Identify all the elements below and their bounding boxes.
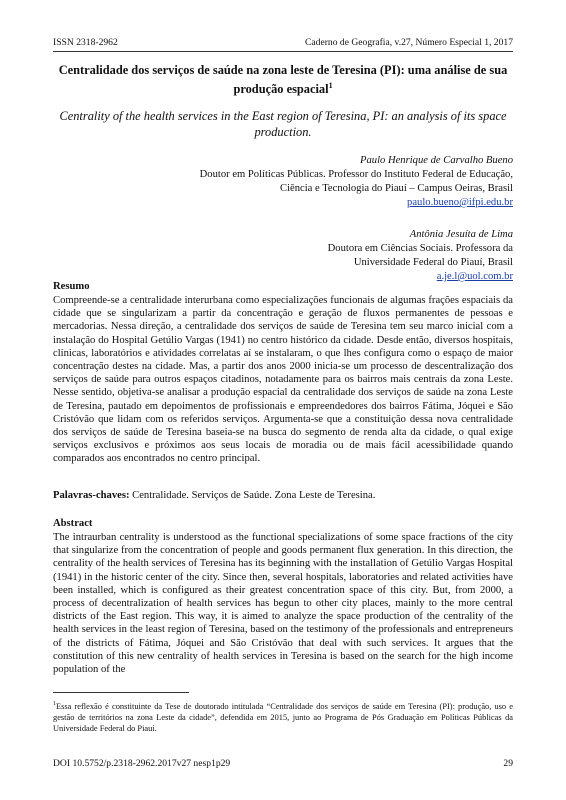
keywords-label: Palavras-chaves: [53, 490, 130, 501]
author-block-2 [113, 228, 513, 284]
author-email-link[interactable]: a.je.l@uol.com.br [436, 271, 513, 282]
author-name: Paulo Henrique de Carvalho Bueno [360, 155, 513, 166]
abstract-heading: Abstract [53, 518, 93, 529]
running-header [53, 37, 513, 52]
author-name: Antônia Jesuíta de Lima [409, 229, 513, 240]
keywords-text: Centralidade. Serviços de Saúde. Zona Leste de Teresina. [129, 490, 376, 501]
footnote-text: Essa reflexão é constituinte da Tese de doutorado intitulada “Centralidade dos serviços de saúde em Teresina (PI): produção, uso e gestão de territórios na zona Leste da cidade”, defendida em 2015, junto ao Programa de Pós Graduação em Políticas Públicas da Universidade Federal do Piauí. [53, 701, 513, 733]
footnote-divider [53, 692, 189, 693]
author-affiliation-line-2: Universidade Federal do Piauí, Brasil [353, 257, 513, 268]
resumo-paragraph: Compreende-se a centralidade interurbana como especializações funcionais de algumas frações espaciais da cidade que se singularizam a partir da concentração e geração de fluxos permanentes de pessoas e mercadorias. Nessa direção, a centralidade dos serviços de saúde de Teresina tem seu marco inicial com a instalação do Hospital Getúlio Vargas (1941) no centro histórico da cidade. Desde então, diversos hospitais, clínicas, laboratórios e atividades correlatas aí se instalaram, o que lhes configura como o espaço de maior concentração destes na cidade. Mas, a partir dos anos 2000 inicia-se um processo de descentralização dos serviços de saúde para outros espaços citadinos, notadamente para os bairros mais centrais da zona Leste. Nesse sentido, objetiva-se analisar a produção espacial da centralidade dos serviços de saúde na zona Leste de Teresina, pautado em depoimentos de profissionais e empreendedores dos bairros Fátima, Jóquei e São Cristóvão que lidam com os referidos serviços. Argumenta-se que a constituição dessa nova centralidade dos serviços de saúde de Teresina baseia-se na busca do segmento de renda alta da cidade, o qual exige serviços exclusivos e próximos aos seus locais de moradia ou de mais fácil acessibilidade quando comparados aos encontrados no centro principal. [53, 295, 513, 465]
author-block-1 [113, 154, 513, 210]
author-affiliation-line-1: Doutora em Ciências Sociais. Professora da [327, 243, 513, 254]
abstract-paragraph: The intraurban centrality is understood as the functional specializations of some space fractions of the city that singularize from the concentration of people and goods permanent flux generation. In this direction, the centrality of the health services of Teresina has its beginning with the installation of Getúlio Vargas Hospital (1941) in the historic center of the city. Since then, several hospitals, laboratories and related activities have been installed, which is configured as their greatest concentration space of this city. But, from 2000, a process of decentralization of health services has begun to other city places, mainly to the more central districts of the East region. This way, it is aimed to analyze the space production of the centrality of the health services in the least region of Teresina, based on the testimony of the professionals and entrepreneurs of the districts of Fátima, Jóquei and São Cristóvão that deal with such services. It argues that the constitution of this new centrality of health services in Teresina is based on the search for the high income population of the [53, 532, 513, 676]
article-title [53, 63, 513, 97]
keywords-line [53, 490, 375, 501]
author-affiliation-line-2: Ciência e Tecnologia do Piauí – Campus Oeiras, Brasil [280, 183, 513, 194]
resumo-heading: Resumo [53, 281, 90, 292]
article-title-text: Centralidade dos serviços de saúde na zona leste de Teresina (PI): uma análise de sua produção espacial [58, 63, 508, 97]
footnote [53, 699, 513, 734]
footnote-ref[interactable]: 1 [328, 81, 333, 90]
issn: ISSN 2318-2962 [53, 37, 118, 48]
footnote-mark: 1 [53, 701, 56, 707]
page-footer [53, 758, 513, 769]
journal-citation: Caderno de Geografia, v.27, Número Especial 1, 2017 [305, 37, 513, 48]
doi: DOI 10.5752/p.2318-2962.2017v27 nesp1p29 [53, 758, 231, 769]
author-email-link[interactable]: paulo.bueno@ifpi.edu.br [407, 197, 513, 208]
author-affiliation-line-1: Doutor em Políticas Públicas. Professor do Instituto Federal de Educação, [199, 169, 513, 180]
article-title-english: Centrality of the health services in the East region of Teresina, PI: an analysis of its space production. [59, 109, 507, 139]
page-number: 29 [503, 758, 513, 769]
